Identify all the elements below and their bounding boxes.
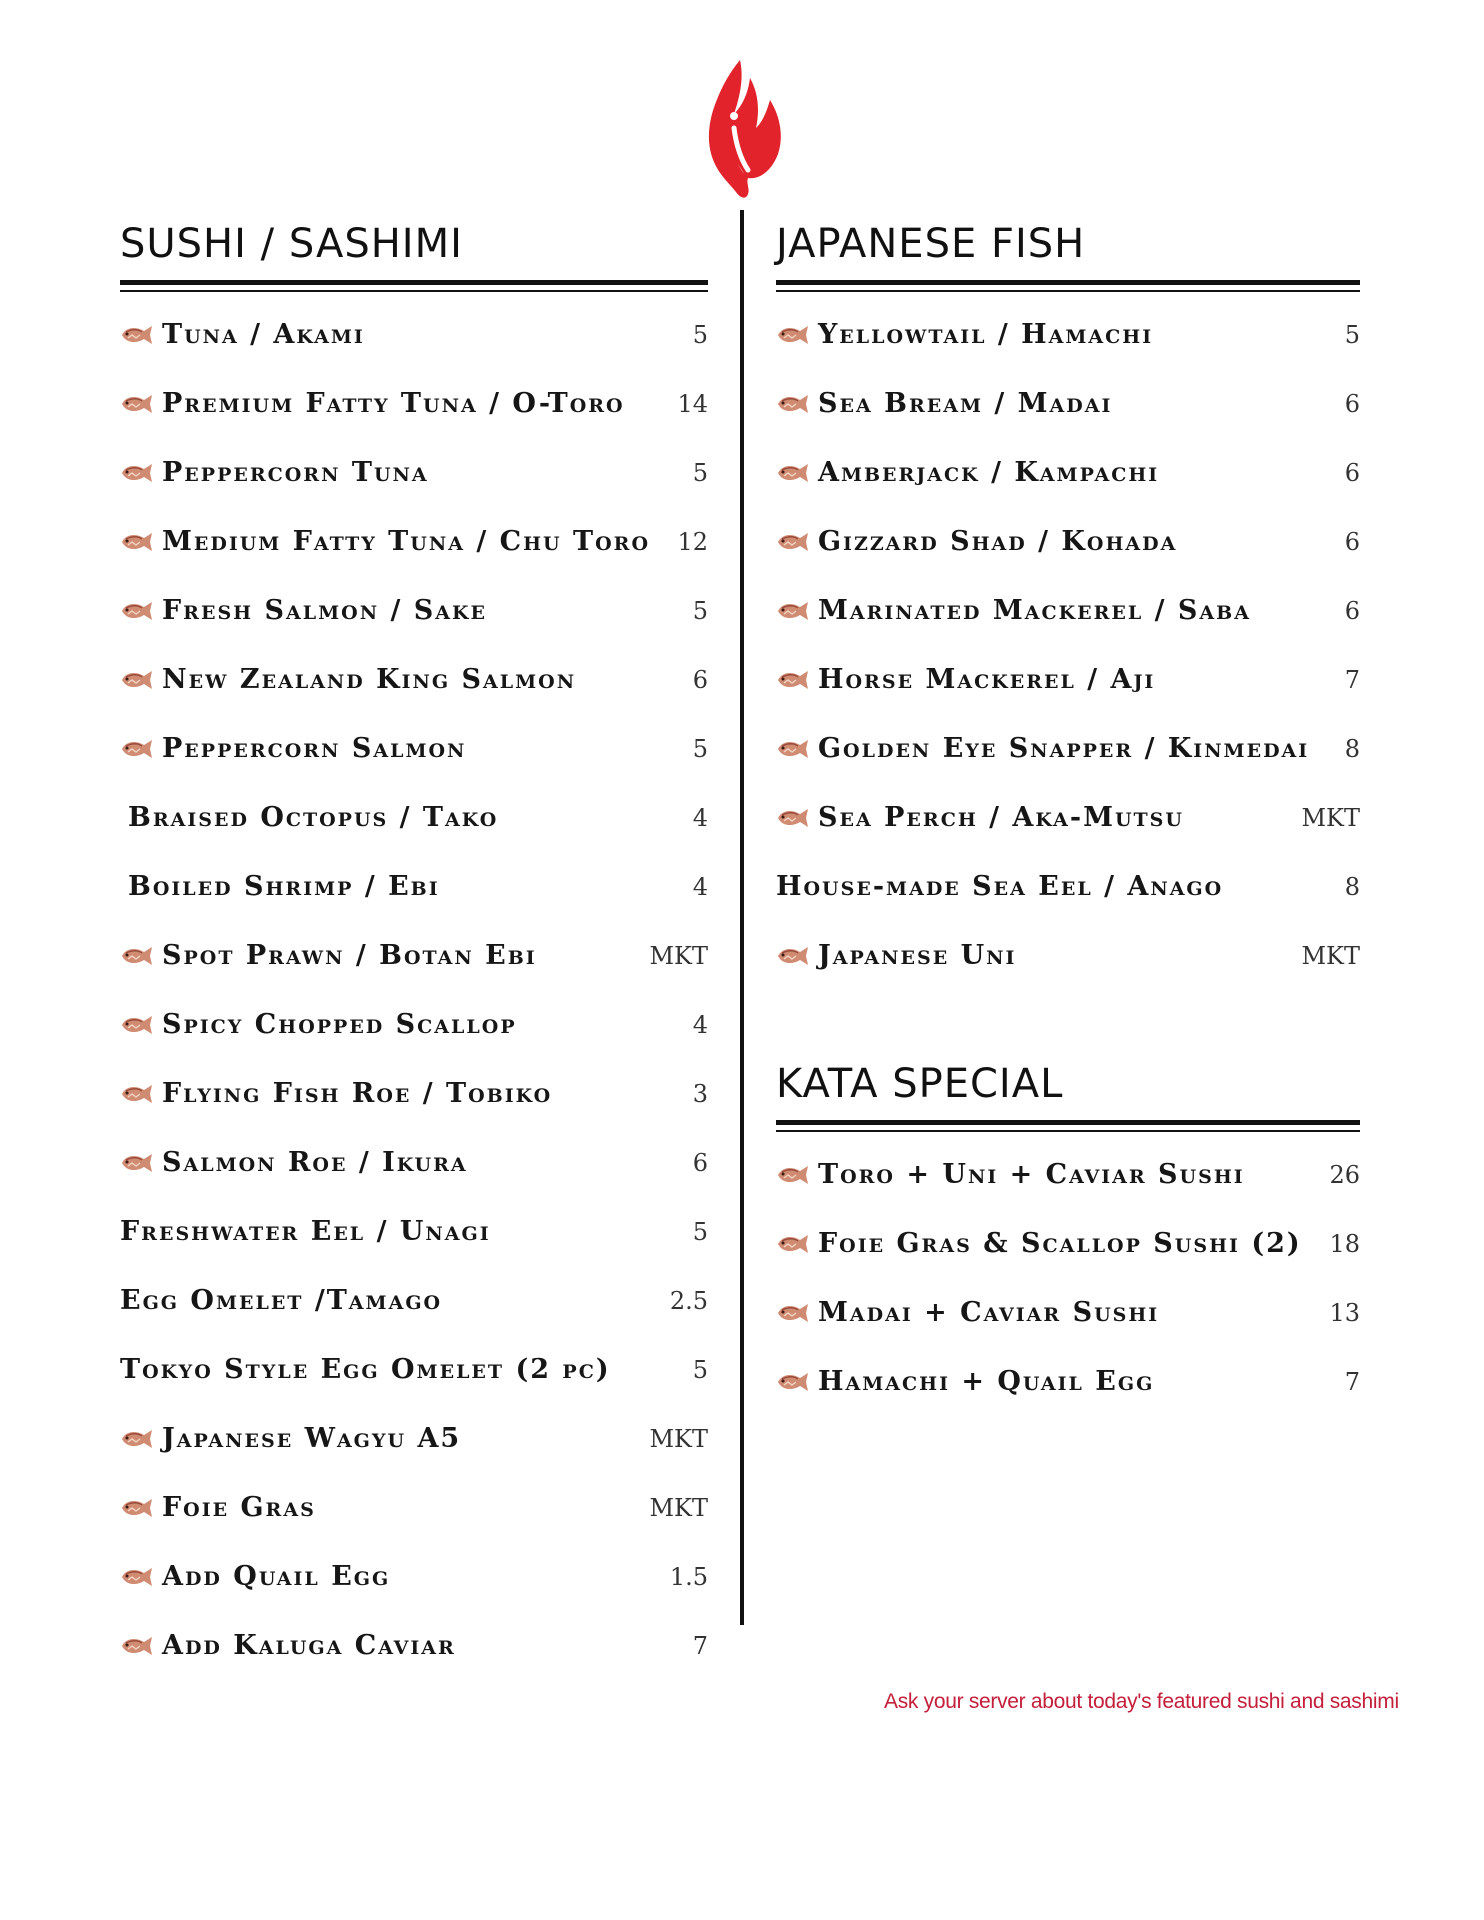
- section-rule: [120, 280, 708, 292]
- item-price: 6: [1344, 389, 1360, 418]
- menu-item: [776, 576, 1360, 645]
- fish-icon: [120, 1082, 154, 1106]
- item-name: Spot Prawn / Botan Ebi: [162, 940, 537, 971]
- menu-list: [776, 300, 1360, 990]
- fish-icon: [120, 323, 154, 347]
- menu-item: [120, 1128, 708, 1197]
- menu-item: [776, 300, 1360, 369]
- item-name: Add Quail Egg: [162, 1561, 391, 1592]
- menu-item: [120, 507, 708, 576]
- fish-icon: [776, 1163, 810, 1187]
- menu-item: [776, 369, 1360, 438]
- item-name: Egg Omelet /Tamago: [120, 1285, 443, 1316]
- item-name: Yellowtail / Hamachi: [818, 319, 1154, 350]
- fish-icon: [776, 461, 810, 485]
- menu-item: [776, 645, 1360, 714]
- item-price: 5: [692, 458, 708, 487]
- fish-icon: [776, 1370, 810, 1394]
- item-price: 1.5: [669, 1562, 708, 1591]
- menu-item: [120, 576, 708, 645]
- item-name: Medium Fatty Tuna / Chu Toro: [162, 526, 650, 557]
- item-name: Salmon Roe / Ikura: [162, 1147, 468, 1178]
- item-price: 5: [692, 1355, 708, 1384]
- item-price: 14: [677, 389, 708, 418]
- menu-item: [120, 1266, 708, 1335]
- kata-special-section: [776, 1054, 1360, 1416]
- item-price: 2.5: [669, 1286, 708, 1315]
- menu-item: [120, 1404, 708, 1473]
- item-price: MKT: [1301, 941, 1360, 970]
- item-name: Golden Eye Snapper / Kinmedai: [818, 733, 1310, 764]
- menu-item: [120, 1197, 708, 1266]
- menu-list: [776, 1140, 1360, 1416]
- sushi-sashimi-section: [120, 214, 708, 1680]
- item-name: Amberjack / Kampachi: [818, 457, 1160, 488]
- fish-icon: [120, 1496, 154, 1520]
- menu-item: [776, 852, 1360, 921]
- item-name: New Zealand King Salmon: [162, 664, 577, 695]
- item-name: Horse Mackerel / Aji: [818, 664, 1156, 695]
- item-price: 5: [692, 320, 708, 349]
- item-name: Japanese Uni: [818, 940, 1017, 971]
- menu-item: [776, 1140, 1360, 1209]
- fish-icon: [120, 461, 154, 485]
- menu-item: [120, 1611, 708, 1680]
- fish-icon: [120, 1634, 154, 1658]
- menu-item: [120, 300, 708, 369]
- item-name: Add Kaluga Caviar: [162, 1630, 456, 1661]
- fish-icon: [120, 668, 154, 692]
- item-name: Foie Gras: [162, 1492, 316, 1523]
- section-title: JAPANESE FISH: [776, 221, 1086, 267]
- item-price: 6: [1344, 458, 1360, 487]
- menu-item: [120, 1059, 708, 1128]
- item-name: Peppercorn Salmon: [162, 733, 467, 764]
- item-name: Sea Perch / Aka-Mutsu: [818, 802, 1184, 833]
- menu-item: [776, 921, 1360, 990]
- item-name: Madai + Caviar Sushi: [818, 1297, 1160, 1328]
- item-name: Gizzard Shad / Kohada: [818, 526, 1178, 557]
- flame-logo: [700, 58, 784, 200]
- menu-item: [776, 783, 1360, 852]
- fish-icon: [776, 323, 810, 347]
- item-price: 6: [692, 1148, 708, 1177]
- menu-item: [120, 852, 708, 921]
- item-name: Spicy Chopped Scallop: [162, 1009, 517, 1040]
- item-name: Sea Bream / Madai: [818, 388, 1113, 419]
- item-price: 7: [1344, 1367, 1360, 1396]
- item-name: Japanese Wagyu A5: [162, 1423, 462, 1454]
- item-price: MKT: [1301, 803, 1360, 832]
- menu-item: [120, 1473, 708, 1542]
- section-rule: [776, 1120, 1360, 1132]
- section-title: SUSHI / SASHIMI: [120, 221, 463, 267]
- footnote: Ask your server about today's featured sushi and sashimi: [884, 1690, 1399, 1713]
- fish-icon: [776, 1301, 810, 1325]
- menu-item: [120, 990, 708, 1059]
- item-name: Fresh Salmon / Sake: [162, 595, 487, 626]
- item-price: 5: [692, 596, 708, 625]
- menu-item: [776, 438, 1360, 507]
- fish-icon: [776, 668, 810, 692]
- menu-item: [120, 645, 708, 714]
- menu-item: [776, 507, 1360, 576]
- item-name: Tokyo Style Egg Omelet (2 pc): [120, 1354, 611, 1385]
- item-price: 5: [692, 734, 708, 763]
- fish-icon: [120, 944, 154, 968]
- fish-icon: [776, 806, 810, 830]
- fish-icon: [120, 1013, 154, 1037]
- item-name: Braised Octopus / Tako: [128, 802, 499, 833]
- item-price: 7: [1344, 665, 1360, 694]
- item-price: 4: [692, 872, 708, 901]
- fish-icon: [776, 530, 810, 554]
- item-name: Toro + Uni + Caviar Sushi: [818, 1159, 1245, 1190]
- item-name: Foie Gras & Scallop Sushi (2): [818, 1228, 1302, 1259]
- item-name: Marinated Mackerel / Saba: [818, 595, 1251, 626]
- item-price: MKT: [649, 1493, 708, 1522]
- menu-item: [120, 438, 708, 507]
- item-price: 18: [1329, 1229, 1360, 1258]
- menu-item: [120, 1542, 708, 1611]
- item-name: Peppercorn Tuna: [162, 457, 429, 488]
- item-price: 13: [1329, 1298, 1360, 1327]
- item-price: 6: [1344, 527, 1360, 556]
- item-price: 4: [692, 1010, 708, 1039]
- menu-item: [776, 1347, 1360, 1416]
- item-price: 8: [1344, 872, 1360, 901]
- fish-icon: [120, 1151, 154, 1175]
- fish-icon: [776, 392, 810, 416]
- item-price: 5: [1344, 320, 1360, 349]
- menu-item: [776, 714, 1360, 783]
- menu-item: [120, 369, 708, 438]
- item-price: 7: [692, 1631, 708, 1660]
- item-price: 4: [692, 803, 708, 832]
- japanese-fish-section: [776, 214, 1360, 1416]
- menu-item: [120, 714, 708, 783]
- fish-icon: [776, 1232, 810, 1256]
- item-name: Flying Fish Roe / Tobiko: [162, 1078, 553, 1109]
- fish-icon: [120, 1427, 154, 1451]
- fish-icon: [776, 944, 810, 968]
- item-price: 3: [692, 1079, 708, 1108]
- item-name: Tuna / Akami: [162, 319, 365, 350]
- menu-item: [120, 921, 708, 990]
- item-price: MKT: [649, 1424, 708, 1453]
- menu-item: [120, 783, 708, 852]
- fish-icon: [776, 599, 810, 623]
- section-rule: [776, 280, 1360, 292]
- item-name: House-made Sea Eel / Anago: [776, 871, 1224, 902]
- fish-icon: [120, 1565, 154, 1589]
- item-name: Freshwater Eel / Unagi: [120, 1216, 491, 1247]
- menu-item: [120, 1335, 708, 1404]
- fish-icon: [120, 599, 154, 623]
- fish-icon: [120, 737, 154, 761]
- item-name: Boiled Shrimp / Ebi: [128, 871, 440, 902]
- item-price: 6: [1344, 596, 1360, 625]
- menu-list: [120, 300, 708, 1680]
- item-name: Premium Fatty Tuna / O-Toro: [162, 388, 625, 419]
- section-title: KATA SPECIAL: [776, 1061, 1064, 1107]
- item-price: 12: [677, 527, 708, 556]
- fish-icon: [120, 530, 154, 554]
- item-price: 5: [692, 1217, 708, 1246]
- column-divider: [740, 210, 744, 1625]
- item-name: Hamachi + Quail Egg: [818, 1366, 1155, 1397]
- menu-item: [776, 1209, 1360, 1278]
- item-price: 8: [1344, 734, 1360, 763]
- item-price: 6: [692, 665, 708, 694]
- item-price: 26: [1329, 1160, 1360, 1189]
- fish-icon: [120, 392, 154, 416]
- menu-item: [776, 1278, 1360, 1347]
- item-price: MKT: [649, 941, 708, 970]
- fish-icon: [776, 737, 810, 761]
